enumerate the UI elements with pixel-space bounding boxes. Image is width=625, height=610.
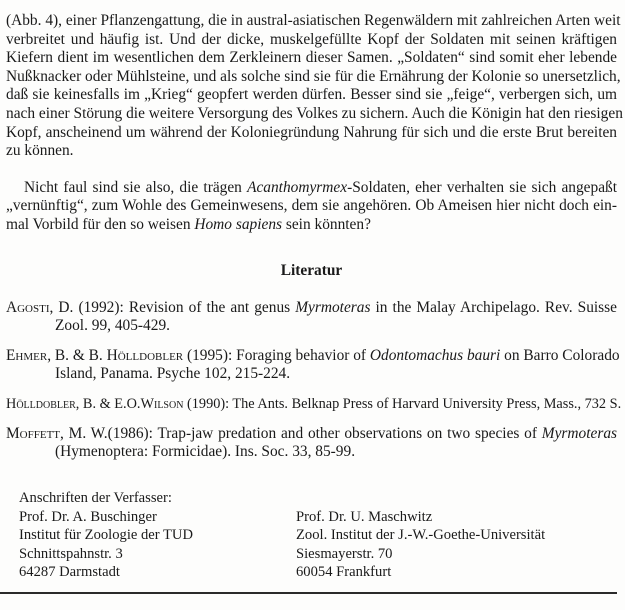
reference-line <box>6 395 622 414</box>
text-run: (1990): The Ants. Belknap Press of Harvard University Press, Mass., 732 S. <box>183 395 622 412</box>
reference-item <box>6 299 617 336</box>
address-block-buschinger <box>19 508 319 582</box>
text-run: (1995): Foraging behavior of <box>183 346 370 364</box>
text-run: , B. & E.O. <box>75 395 141 412</box>
reference-item <box>6 346 620 384</box>
reference-item <box>6 425 617 462</box>
text-line: Kopf, anscheinend um während der Koloniegründung Nahrung für sich und die erste Brut bereiten <box>6 123 617 141</box>
author-name: Wilson <box>140 395 184 412</box>
text-line: (Abb. 4), einer Pflanzengattung, die in austral-asiatischen Regenwäldern mit zahlreichen Arten weit <box>6 12 621 29</box>
text-line: daß sie keinesfalls im „Krieg“ geopfert werden dürfen. Besser sind sie „feige“, verbergen sich, um <box>6 86 617 104</box>
text-line: nach einer Störung die weitere Versorgung des Volkes zu sichern. Auch die Königin hat den riesigen <box>6 104 623 122</box>
institution: Institut für Zoologie der TUD <box>19 527 194 544</box>
literature-heading: Literatur <box>280 261 343 279</box>
text-run: , D. (1992): Revision of the ant genus <box>49 298 296 316</box>
city: 60054 Frankfurt <box>296 564 392 581</box>
text-run: mal Vorbild für den so weisen <box>6 215 195 233</box>
text-run: , B. & B. <box>47 346 107 364</box>
text-line: Nußknacker oder Mühlsteine, und als solche sind sie für die Ernährung der Kolonie so unersetzlich, <box>6 67 621 85</box>
text-run: , M. W.(1986): Trap-jaw predation and other observations on two species of <box>60 424 542 442</box>
text-line: verbreitet und häufig ist. Und der dicke, muskelgefüllte Kopf der Soldaten mit seinen kräftigen <box>6 30 617 48</box>
footer-rule <box>0 592 617 594</box>
reference-list <box>6 298 622 462</box>
paragraph-seed-cracking <box>6 12 623 161</box>
reference-item <box>6 395 622 414</box>
street: Siesmayerstr. 70 <box>296 545 393 562</box>
author-name: Hölldobler <box>106 346 184 364</box>
genus-name: Myrmoteras <box>541 424 617 442</box>
text-line <box>6 179 617 198</box>
text-run: Nicht faul sind sie also, die trägen <box>24 178 248 196</box>
institution: Zool. Institut der J.-W.-Goethe-Universität <box>296 527 546 544</box>
text-run: sein könnten? <box>282 215 371 233</box>
addresses-heading: Anschriften der Verfasser: <box>19 490 172 506</box>
species-name: Homo sapiens <box>194 215 283 233</box>
author-addresses <box>19 489 546 581</box>
text-line: „vernünftig“, zum Wohle des Gemeinwesens, dem sie angehören. Ob Ameisen hier nicht doch ein- <box>6 197 617 215</box>
author-name: Prof. Dr. U. Maschwitz <box>296 508 433 525</box>
genus-name: Myrmoteras <box>295 298 371 316</box>
reference-line: Island, Panama. Psyche 102, 215-224. <box>55 365 291 383</box>
text-run: in the Malay Archipelago. Rev. Suisse <box>370 298 617 316</box>
reference-line <box>6 299 617 318</box>
text-line: Kiefern dient im wesentlichen dem Zerkleinern dieser Samen. „Soldaten“ sind somit eher lebende <box>6 49 617 67</box>
reference-line: Zool. 99, 405-429. <box>55 317 170 335</box>
city: 64287 Darmstadt <box>19 564 120 581</box>
species-name: Odontomachus bauri <box>369 346 501 364</box>
address-block-maschwitz <box>296 508 616 582</box>
author-name: Agosti <box>6 298 50 316</box>
reference-line: (Hymenoptera: Formicidae). Ins. Soc. 33, 85-99. <box>55 443 356 461</box>
author-name: Prof. Dr. A. Buschinger <box>19 508 157 525</box>
paragraph-conclusion <box>6 179 617 235</box>
street: Schnittspahnstr. 3 <box>19 545 123 562</box>
text-line <box>6 216 617 235</box>
text-run: -Soldaten, eher verhalten sie sich angepaßt <box>347 178 618 196</box>
reference-line <box>6 425 617 444</box>
genus-name: Acanthomyrmex <box>247 178 348 196</box>
author-name: Ehmer <box>6 346 48 364</box>
author-name: Moffett <box>6 424 61 442</box>
reference-line <box>6 346 620 366</box>
author-name: Hölldobler <box>6 395 76 412</box>
text-run: on Barro Colorado <box>500 346 620 364</box>
page-body <box>6 12 623 473</box>
text-line: zu können. <box>6 142 74 160</box>
